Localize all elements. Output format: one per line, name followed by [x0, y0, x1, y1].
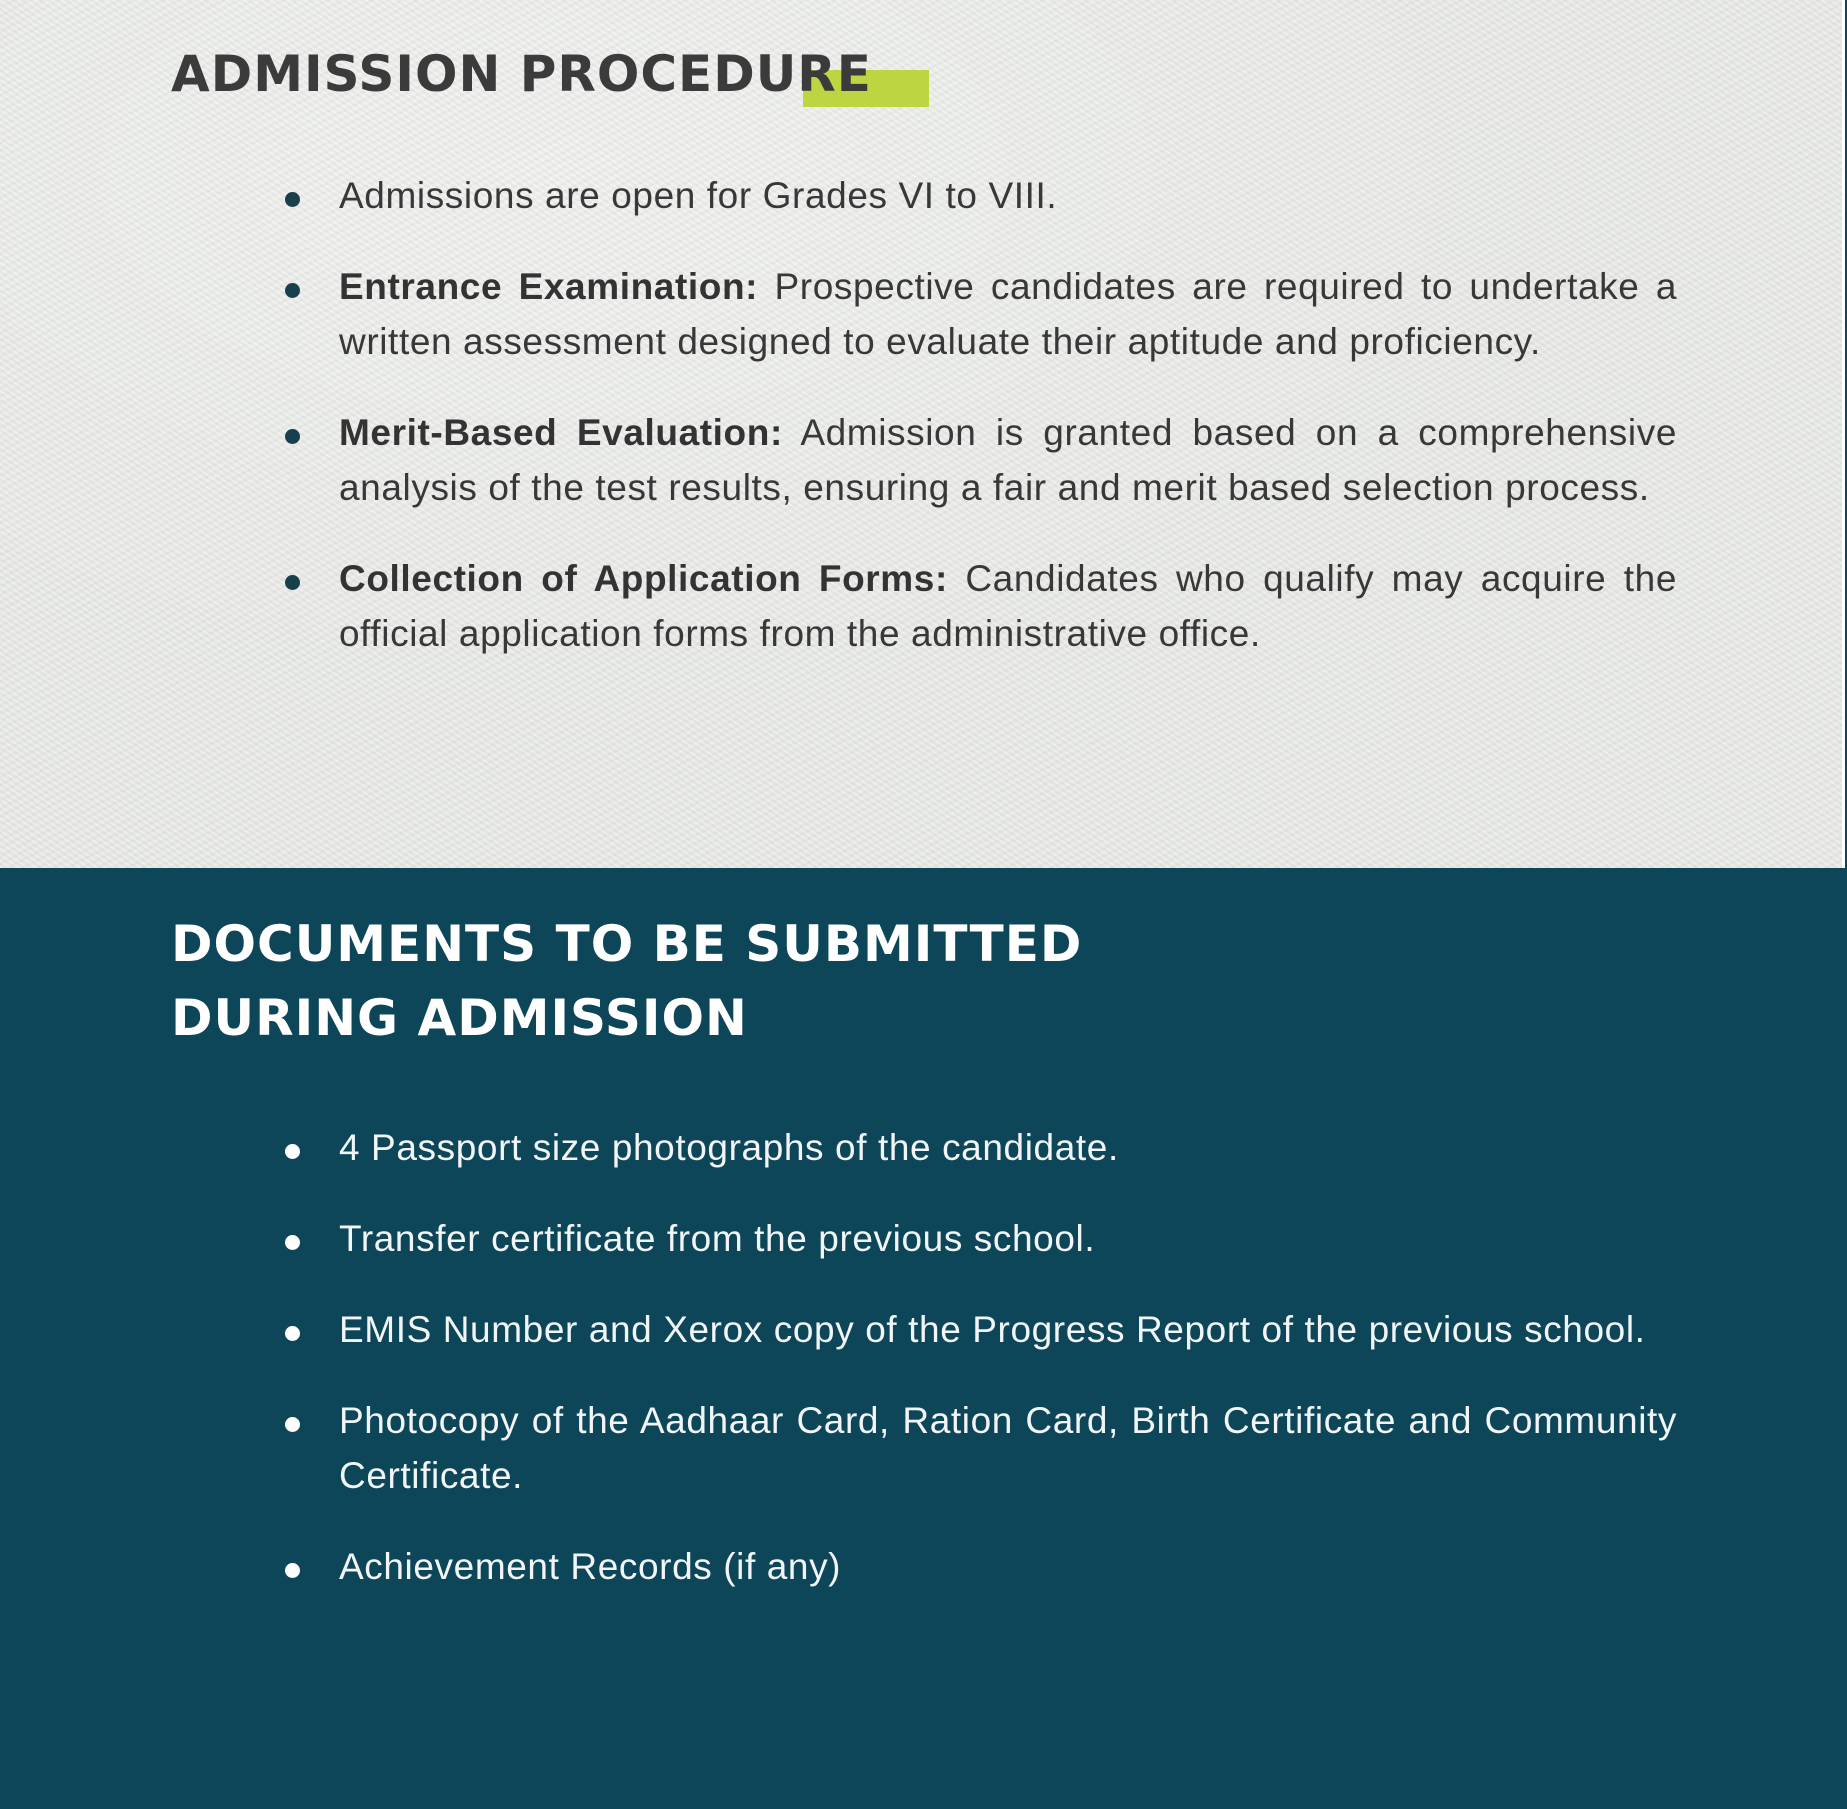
document-item-text: Achievement Records (if any) — [339, 1546, 842, 1587]
documents-section — [0, 868, 1847, 1809]
document-item-text: Photocopy of the Aadhaar Card, Ration Card, Birth Certificate and Community Certificate. — [339, 1400, 1677, 1496]
list-item — [285, 405, 1677, 515]
bullet-icon — [285, 1235, 300, 1250]
procedure-item-text: Candidates who qualify may acquire the official application forms from the administrative office. — [339, 558, 1677, 654]
bullet-icon — [285, 1144, 300, 1159]
procedure-item-term: Entrance Examination: — [339, 266, 759, 307]
procedure-item-text: Admission is granted based on a comprehensive analysis of the test results, ensuring a fair and merit based selection process. — [339, 412, 1677, 508]
procedure-item-text: Prospective candidates are required to undertake a written assessment designed to evaluate their aptitude and proficiency. — [339, 266, 1678, 362]
procedure-item-text: Admissions are open for Grades VI to VIII. — [339, 175, 1058, 216]
list-item — [285, 1302, 1677, 1357]
documents-list — [285, 1120, 1677, 1630]
admission-procedure-section — [0, 0, 1845, 868]
list-item — [285, 259, 1677, 369]
list-item — [285, 1211, 1677, 1266]
list-item — [285, 1393, 1677, 1503]
procedure-item-term: Collection of Application Forms: — [339, 558, 948, 599]
bullet-icon — [285, 1326, 300, 1341]
document-item-text: EMIS Number and Xerox copy of the Progress Report of the previous school. — [339, 1309, 1646, 1350]
bullet-icon — [285, 1563, 300, 1578]
bullet-icon — [285, 1417, 300, 1432]
list-item — [285, 1539, 1677, 1594]
procedure-heading — [171, 44, 872, 104]
bullet-icon — [285, 575, 300, 590]
documents-title-line-2: DURING ADMISSION — [171, 989, 748, 1047]
section-edge — [1842, 0, 1845, 868]
documents-title — [171, 907, 1082, 1055]
bullet-icon — [285, 283, 300, 298]
document-item-text: Transfer certificate from the previous school. — [339, 1218, 1096, 1259]
list-item — [285, 551, 1677, 661]
procedure-title: ADMISSION PROCEDURE — [171, 45, 872, 103]
document-item-text: 4 Passport size photographs of the candidate. — [339, 1127, 1119, 1168]
bullet-icon — [285, 429, 300, 444]
list-item — [285, 168, 1677, 223]
list-item — [285, 1120, 1677, 1175]
bullet-icon — [285, 192, 300, 207]
procedure-list — [285, 168, 1677, 697]
procedure-item-term: Merit-Based Evaluation: — [339, 412, 783, 453]
documents-title-line-1: DOCUMENTS TO BE SUBMITTED — [171, 915, 1083, 973]
